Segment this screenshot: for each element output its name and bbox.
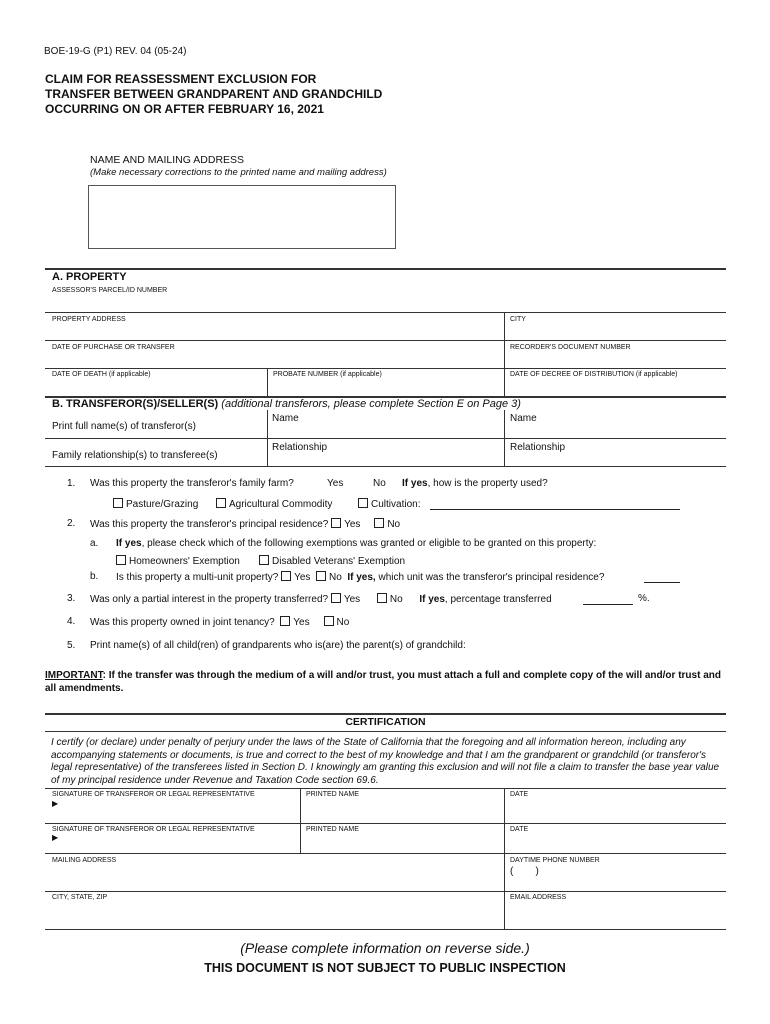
divider	[504, 823, 505, 853]
name-col-2-label: Name	[510, 413, 537, 424]
opt-homeowners-label: Homeowners' Exemption	[129, 556, 240, 567]
date-purchase-label: DATE OF PURCHASE OR TRANSFER	[52, 344, 175, 351]
q2b-follow: which unit was the transferor's principal residence?	[378, 572, 605, 583]
form-code: BOE-19-G (P1) REV. 04 (05-24)	[44, 46, 187, 57]
q4-line	[90, 616, 349, 628]
checkbox[interactable]	[281, 571, 291, 581]
title-line-1: CLAIM FOR REASSESSMENT EXCLUSION FOR	[45, 72, 317, 86]
q2a-letter: a.	[90, 538, 99, 549]
q4-text: Was this property owned in joint tenancy?	[90, 617, 275, 628]
q1-follow	[402, 478, 548, 489]
q5-text: Print name(s) of all child(ren) of grandparents who is(are) the parent(s) of grandchild:	[90, 640, 466, 651]
rule	[45, 466, 726, 467]
percent-sign: %.	[638, 593, 650, 604]
q4-no: No	[336, 617, 350, 628]
certification-text: I certify (or declare) under penalty of perjury under the laws of the State of California that the foregoing and all information hereon, including any accompanying statements or documents, is true and correct to the best of my knowledge and that I am the grandparent or grandchild (or transferor's legal representative) of the transferees listed in Section D. I knowingly am granting this exclusion and will not file a claim to transfer the base year value of my principal residence under Revenue and Taxation Code section 69.6.	[51, 737, 720, 786]
name-address-note: (Make necessary corrections to the printed name and mailing address)	[90, 167, 387, 178]
rule	[45, 312, 726, 313]
if-yes: If yes	[419, 594, 445, 605]
printed-name-1-label: PRINTED NAME	[306, 791, 359, 798]
section-b-note: (additional transferors, please complete Section E on Page 3)	[221, 398, 521, 410]
reverse-side-note: (Please complete information on reverse side.)	[240, 940, 530, 956]
divider	[504, 368, 505, 396]
if-yes: If yes	[402, 478, 428, 489]
checkbox[interactable]	[331, 593, 341, 603]
divider	[504, 312, 505, 340]
section-b-heading	[52, 398, 521, 410]
q2a-follow: , please check which of the following exemptions was granted or eligible to be granted on this property:	[141, 538, 597, 549]
q3-follow: , percentage transferred	[444, 594, 552, 605]
important-label: IMPORTANT	[45, 670, 103, 681]
checkbox[interactable]	[374, 518, 384, 528]
section-b-title: B. TRANSFEROR(S)/SELLER(S)	[52, 398, 219, 410]
divider	[300, 823, 301, 853]
transferor-name-1-field[interactable]	[268, 426, 503, 438]
q2-text: Was this property the transferor's principal residence?	[90, 519, 329, 530]
checkbox[interactable]	[216, 498, 226, 508]
mailing-address-label: MAILING ADDRESS	[52, 857, 117, 864]
opt-veterans-label: Disabled Veterans' Exemption	[272, 556, 406, 567]
city-state-zip-label: CITY, STATE, ZIP	[52, 894, 108, 901]
q3-line	[90, 593, 552, 605]
rule	[45, 340, 726, 341]
printed-name-2-label: PRINTED NAME	[306, 826, 359, 833]
checkbox[interactable]	[358, 498, 368, 508]
name-address-box[interactable]	[88, 185, 396, 249]
parcel-label: ASSESSOR'S PARCEL/ID NUMBER	[52, 287, 168, 294]
form-title	[45, 72, 382, 117]
rule	[45, 438, 726, 439]
rule	[45, 891, 726, 892]
opt-veterans[interactable]	[259, 555, 405, 567]
probate-label: PROBATE NUMBER (if applicable)	[273, 371, 382, 378]
rule	[45, 368, 726, 369]
q2b-letter: b.	[90, 571, 99, 582]
q2a-line	[116, 538, 596, 549]
phone-parens[interactable]: ( )	[510, 866, 539, 877]
divider	[504, 891, 505, 929]
q3-no: No	[389, 594, 403, 605]
date-death-label: DATE OF DEATH (if applicable)	[52, 371, 151, 378]
divider	[267, 368, 268, 396]
q2-number: 2.	[67, 518, 76, 529]
checkbox[interactable]	[331, 518, 341, 528]
rule	[45, 788, 726, 789]
relationship-col-1-label: Relationship	[272, 442, 328, 453]
checkbox[interactable]	[316, 571, 326, 581]
q2b-line	[116, 571, 604, 583]
cultivation-field[interactable]	[430, 498, 680, 510]
q3-yes: Yes	[343, 594, 361, 605]
divider	[300, 788, 301, 823]
title-line-3: OCCURRING ON OR AFTER FEBRUARY 16, 2021	[45, 102, 324, 116]
divider	[504, 788, 505, 823]
relationship-col-2-label: Relationship	[510, 442, 566, 453]
q2-yes: Yes	[344, 519, 361, 530]
opt-cultivation[interactable]	[358, 498, 420, 510]
certification-heading: CERTIFICATION	[345, 716, 426, 728]
name-address-label: NAME AND MAILING ADDRESS	[90, 154, 245, 166]
important-note	[45, 669, 730, 695]
print-names-label: Print full name(s) of transferor(s)	[52, 421, 196, 432]
opt-pasture[interactable]	[113, 498, 198, 510]
email-label: EMAIL ADDRESS	[510, 894, 567, 901]
section-a-heading: A. PROPERTY	[52, 271, 127, 283]
opt-pasture-label: Pasture/Grazing	[126, 499, 199, 510]
opt-homeowners[interactable]	[116, 555, 240, 567]
rule	[45, 853, 726, 854]
q5-number: 5.	[67, 640, 76, 651]
opt-agri-label: Agricultural Commodity	[229, 499, 333, 510]
parcel-field[interactable]	[45, 284, 726, 312]
rule	[45, 929, 726, 930]
q2-line	[90, 518, 400, 530]
section-a-top-rule	[45, 268, 726, 270]
important-text: : If the transfer was through the medium of a will and/or trust, you must attach a full and complete copy of the will and/or trust and all amendments.	[45, 670, 721, 694]
q2b-text: Is this property a multi-unit property?	[116, 572, 279, 583]
q1-no[interactable]: No	[373, 478, 386, 489]
city-label: CITY	[510, 316, 526, 323]
checkbox[interactable]	[116, 555, 126, 565]
signature-1-label: SIGNATURE OF TRANSFEROR OR LEGAL REPRESENTATIVE	[52, 791, 255, 798]
name-col-1-label: Name	[272, 413, 299, 424]
opt-agri[interactable]	[216, 498, 332, 510]
opt-cult-label: Cultivation:	[371, 499, 421, 510]
cert-top-rule	[45, 713, 726, 715]
q2b-yes: Yes	[294, 572, 311, 583]
q1-text: Was this property the transferor's family farm?	[90, 478, 294, 489]
date-2-label: DATE	[510, 826, 529, 833]
recorder-doc-label: RECORDER'S DOCUMENT NUMBER	[510, 344, 631, 351]
unit-field[interactable]	[644, 571, 680, 583]
checkbox[interactable]	[280, 616, 290, 626]
q1-number: 1.	[67, 478, 76, 489]
checkbox[interactable]	[113, 498, 123, 508]
arrow-icon: ▶	[52, 833, 59, 842]
if-yes: If yes	[116, 538, 142, 549]
checkbox[interactable]	[324, 616, 334, 626]
q4-yes: Yes	[293, 617, 310, 628]
checkbox[interactable]	[259, 555, 269, 565]
arrow-icon: ▶	[52, 799, 59, 808]
date-decree-label: DATE OF DECREE OF DISTRIBUTION (if applicable)	[510, 371, 678, 378]
signature-2-label: SIGNATURE OF TRANSFEROR OR LEGAL REPRESENTATIVE	[52, 826, 255, 833]
checkbox[interactable]	[377, 593, 387, 603]
rule	[45, 731, 726, 732]
title-line-2: TRANSFER BETWEEN GRANDPARENT AND GRANDCHILD	[45, 87, 383, 101]
q1-follow-text: , how is the property used?	[427, 478, 548, 489]
percentage-field[interactable]	[583, 593, 633, 605]
divider	[504, 853, 505, 891]
daytime-phone-label: DAYTIME PHONE NUMBER	[510, 857, 600, 864]
property-address-label: PROPERTY ADDRESS	[52, 316, 126, 323]
q3-number: 3.	[67, 593, 76, 604]
family-relationship-label: Family relationship(s) to transferee(s)	[52, 450, 218, 461]
date-1-label: DATE	[510, 791, 529, 798]
q4-number: 4.	[67, 616, 76, 627]
if-yes-comma: If yes,	[347, 572, 376, 583]
q3-text: Was only a partial interest in the property transferred?	[90, 594, 329, 605]
q2b-no: No	[328, 572, 342, 583]
public-inspection-note: THIS DOCUMENT IS NOT SUBJECT TO PUBLIC INSPECTION	[204, 961, 566, 975]
transferor-name-2-field[interactable]	[505, 426, 725, 438]
q1-yes[interactable]: Yes	[327, 478, 344, 489]
divider	[504, 340, 505, 368]
q2-no: No	[387, 519, 401, 530]
rule	[45, 823, 726, 824]
